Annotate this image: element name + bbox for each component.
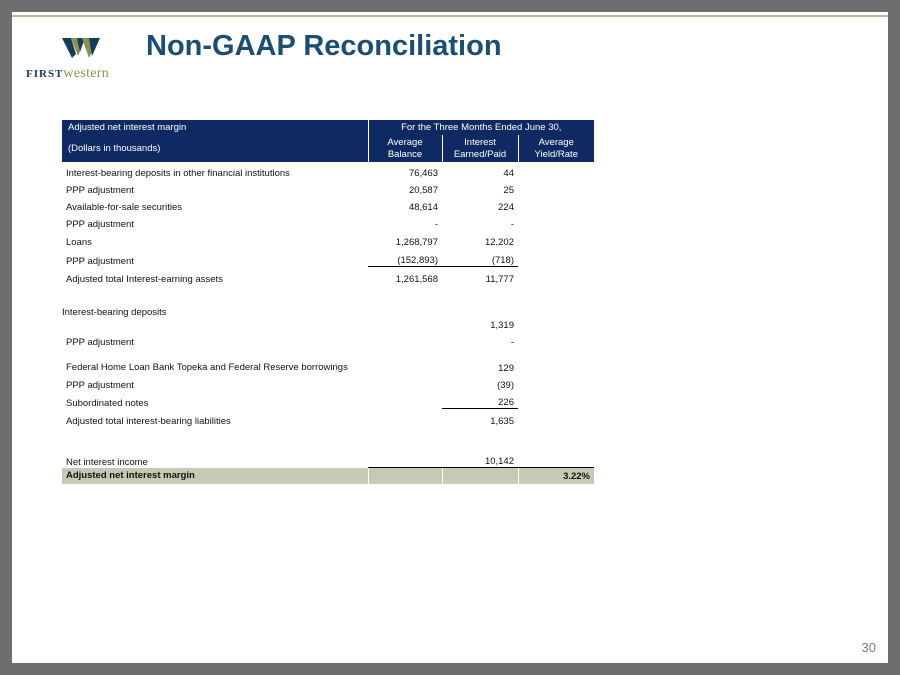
column-header-average-balance: Average Balance	[368, 135, 442, 162]
row-balance	[368, 374, 442, 391]
row-balance: 48,614	[408, 202, 438, 213]
row-balance: 1,268,797	[395, 237, 438, 248]
row-balance: 76,463	[408, 168, 438, 179]
table-total-row	[62, 468, 594, 485]
row-balance	[368, 348, 442, 374]
table-row	[62, 162, 594, 179]
row-balance: 1,261,568	[395, 274, 438, 285]
total-label: Adjusted net interest margin	[62, 468, 368, 485]
top-rule	[12, 15, 888, 17]
slide	[12, 12, 888, 663]
row-interest: (39)	[497, 380, 514, 391]
row-interest: (718)	[442, 248, 518, 267]
table-spacer	[62, 427, 594, 449]
table-row	[62, 391, 594, 409]
table-row	[62, 449, 594, 468]
table-header-row	[62, 120, 594, 135]
row-interest: -	[510, 337, 514, 348]
total-yield: 3.22%	[518, 468, 594, 485]
table-row	[62, 230, 594, 248]
table-column-header-row	[62, 135, 594, 162]
logo-western: western	[63, 66, 110, 81]
row-balance: (152,893)	[368, 248, 442, 267]
row-balance	[368, 449, 442, 468]
row-label: Available-for-sale securities	[66, 202, 182, 213]
row-label: Net interest income	[66, 456, 148, 468]
row-balance: 20,587	[408, 185, 438, 196]
row-interest: 44	[503, 168, 514, 179]
table-row	[62, 267, 594, 286]
table-row	[62, 307, 594, 331]
row-interest: -	[510, 219, 514, 230]
table-row	[62, 248, 594, 267]
row-interest: 10,142	[484, 456, 514, 467]
table-row	[62, 348, 594, 374]
row-balance	[368, 391, 442, 409]
row-label: PPP adjustment	[66, 337, 134, 348]
row-balance	[368, 409, 442, 428]
row-label: PPP adjustment	[66, 255, 134, 267]
row-label: PPP adjustment	[66, 185, 134, 196]
total-interest	[442, 468, 518, 485]
column-header-yield: Average Yield/Rate	[518, 135, 594, 162]
table-row	[62, 374, 594, 391]
page-number: 30	[861, 640, 876, 655]
column-header-interest: Interest Earned/Paid	[442, 135, 518, 162]
row-label: Interest-bearing deposits in other financial institutions	[66, 168, 290, 179]
table-spacer	[62, 285, 594, 307]
logo-first: FIRST	[26, 68, 64, 80]
row-interest: 1,319	[490, 320, 514, 331]
row-label: Interest-bearing deposits	[62, 307, 167, 318]
page-title: Non-GAAP Reconciliation	[146, 30, 502, 62]
reconciliation-table	[62, 120, 594, 484]
row-label: Federal Home Loan Bank Topeka and Federal Reserve borrowings	[66, 362, 348, 373]
row-label: Adjusted total Interest-earning assets	[66, 274, 223, 285]
row-label: PPP adjustment	[66, 219, 134, 230]
table-row	[62, 409, 594, 428]
row-interest: 224	[498, 202, 514, 213]
company-logo	[26, 36, 136, 90]
table-row	[62, 213, 594, 230]
row-interest: 226	[442, 391, 518, 409]
total-balance	[368, 468, 442, 485]
row-label: PPP adjustment	[66, 380, 134, 391]
row-interest: 11,777	[485, 274, 514, 285]
row-interest: 1,635	[490, 416, 514, 427]
row-label: Loans	[66, 237, 92, 248]
header-units: (Dollars in thousands)	[62, 135, 368, 162]
header-period: For the Three Months Ended June 30,	[368, 120, 594, 135]
table-row	[62, 196, 594, 213]
logo-w-icon	[62, 36, 100, 60]
table-row	[62, 179, 594, 196]
row-label: Subordinated notes	[66, 397, 149, 409]
row-label: Adjusted total interest-bearing liabilities	[66, 416, 231, 427]
row-balance: -	[434, 219, 438, 230]
header-title: Adjusted net interest margin	[62, 120, 368, 135]
row-interest: 25	[503, 185, 514, 196]
row-balance	[368, 331, 442, 348]
row-interest: 129	[498, 363, 514, 374]
table-row	[62, 331, 594, 348]
row-balance	[368, 307, 442, 331]
row-interest: 12,202	[484, 237, 514, 248]
logo-wordmark	[26, 66, 109, 82]
